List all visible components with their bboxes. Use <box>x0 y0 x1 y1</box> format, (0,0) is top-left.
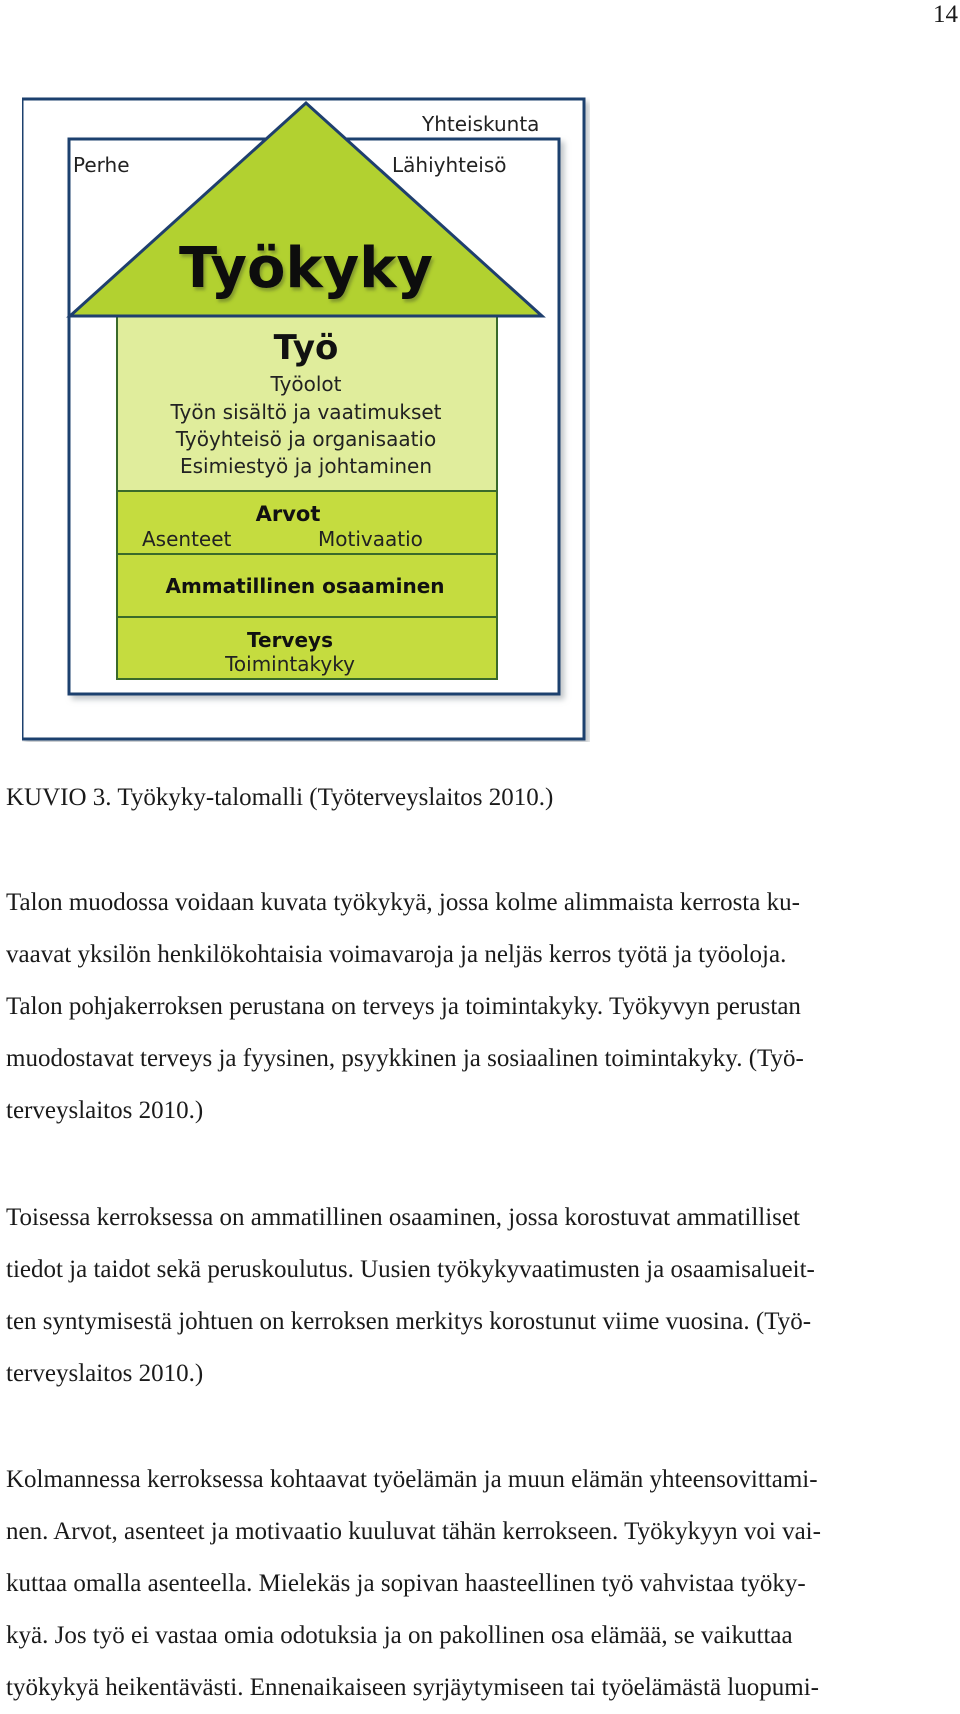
label-society: Yhteiskunta <box>422 112 540 136</box>
text-line: tiedot ja taidot sekä peruskoulutus. Uusien työkykyvaatimusten ja osaamisalueit- <box>6 1256 815 1283</box>
text-line: terveyslaitos 2010.) <box>6 1360 204 1387</box>
paragraph <box>6 1192 951 1400</box>
text-line: Talon muodossa voidaan kuvata työkykyä, jossa kolme alimmaista kerrosta ku- <box>6 889 800 916</box>
text-line: Toisessa kerroksessa on ammatillinen osaaminen, jossa korostuvat ammatilliset <box>6 1204 800 1231</box>
work-item: Työn sisältö ja vaatimukset <box>170 400 442 424</box>
competence-title: Ammatillinen osaaminen <box>165 574 445 598</box>
label-family: Perhe <box>73 153 130 177</box>
health-subtitle: Toimintakyky <box>225 652 355 676</box>
text-line: terveyslaitos 2010.) <box>6 1097 204 1124</box>
work-item: Työolot <box>270 372 342 396</box>
paragraph <box>6 877 951 1137</box>
work-item: Esimiestyö ja johtaminen <box>179 454 433 478</box>
health-title: Terveys <box>247 628 333 652</box>
values-attitudes: Asenteet <box>142 527 232 551</box>
text-line: Kolmannessa kerroksessa kohtaavat työelämän ja muun elämän yhteensovittami- <box>6 1466 818 1493</box>
values-title: Arvot <box>255 502 321 526</box>
paragraph <box>6 1454 951 1714</box>
text-line: kyä. Jos työ ei vastaa omia odotuksia ja on pakollinen osa elämää, se vaikuttaa <box>6 1622 793 1649</box>
text-line: Talon pohjakerroksen perustana on terveys ja toimintakyky. Työkyvyn perustan <box>6 993 801 1020</box>
values-motivation: Motivaatio <box>318 527 423 551</box>
text-line: nen. Arvot, asenteet ja motivaatio kuuluvat tähän kerrokseen. Työkykyyn voi vai- <box>6 1518 821 1545</box>
work-item: Työyhteisö ja organisaatio <box>175 427 437 451</box>
text-line: vaavat yksilön henkilökohtaisia voimavaroja ja neljäs kerros työtä ja työoloja. <box>6 941 787 968</box>
work-ability-house-diagram <box>22 97 590 742</box>
text-line: muodostavat terveys ja fyysinen, psyykkinen ja sosiaalinen toimintakyky. (Työ- <box>6 1045 804 1072</box>
roof-title: Työkyky <box>178 236 434 301</box>
text-line: työkykyä heikentävästi. Ennenaikaiseen syrjäytymiseen tai työelämästä luopumi- <box>6 1674 819 1701</box>
text-line: kuttaa omalla asenteella. Mielekäs ja sopivan haasteellinen työ vahvistaa työky- <box>6 1570 806 1597</box>
page-number: 14 <box>933 1 958 28</box>
label-neighborhood: Lähiyhteisö <box>392 153 507 177</box>
figure-caption: KUVIO 3. Työkyky-talomalli (Työterveyslaitos 2010.) <box>6 784 554 811</box>
text-line: ten syntymisestä johtuen on kerroksen merkitys korostunut viime vuosina. (Työ- <box>6 1308 812 1335</box>
work-title: Työ <box>273 328 339 368</box>
